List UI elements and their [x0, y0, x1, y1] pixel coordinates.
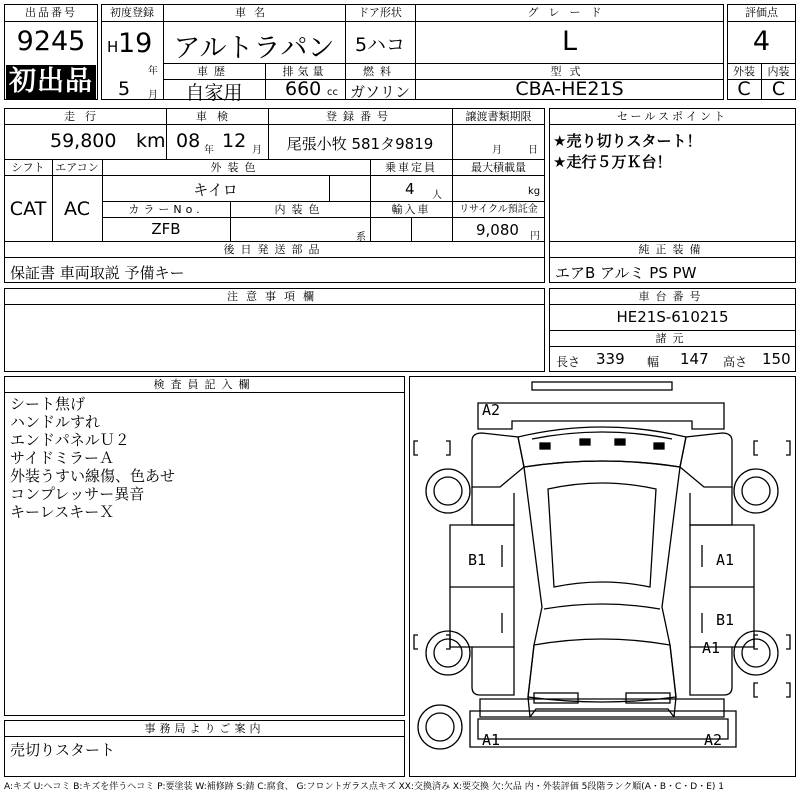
damage-mark-rear-right: A2: [704, 731, 723, 749]
sales-point-line: ★売り切りスタート！: [553, 132, 702, 150]
door-type: 5ハコ: [354, 34, 406, 56]
accessories: 保証書 車両取説 予備キー: [10, 264, 185, 282]
mileage: 59,800: [50, 130, 117, 152]
inspection-year: 08: [176, 130, 201, 152]
legend: A:キズ U:ヘコミ B:キズを伴うヘコミ P:要塗装 W:補修跡 S:錆 C:腐食、 G:フロントガラス点キズ XX:交換済み X:要交換 欠:欠品 内・外装評価 5段階ランク順(A・B・C・D・E) 1: [4, 782, 725, 792]
shift-label: シフト: [11, 161, 45, 174]
damage-mark-front-right-door: A1: [716, 551, 735, 569]
exterior-color: キイロ: [193, 181, 238, 199]
lot-number-label: 出品番号: [25, 6, 77, 19]
transfer-deadline-label: 譲渡書類期限: [465, 110, 532, 123]
length-label: 長さ: [556, 355, 581, 369]
import-label: 輸入車: [391, 203, 431, 216]
office-note: 売切りスタート: [10, 741, 116, 759]
shift: CAT: [9, 198, 47, 220]
exterior-grade-label: 外装: [733, 65, 755, 78]
inspection-month-unit: 月: [252, 145, 262, 156]
inspection-year-unit: 年: [204, 145, 214, 156]
inspection-label: 車検: [196, 110, 238, 123]
sales-points-box: [549, 108, 796, 242]
model-code-label: 型式: [550, 65, 589, 78]
remark-line: シート焦げ: [10, 395, 86, 413]
specs-label: 諸元: [655, 332, 690, 345]
registration-month: 5: [118, 78, 131, 100]
registration-number: 尾張小牧 581タ9819: [286, 135, 434, 153]
inspection-month: 12: [222, 130, 247, 152]
length: 339: [596, 350, 625, 368]
first-listing-badge: 初出品: [6, 65, 96, 99]
score: 4: [752, 26, 771, 57]
remark-line: サイドミラーＡ: [10, 449, 114, 467]
grade: L: [561, 26, 578, 57]
damage-mark-rear-right-fender: A1: [702, 639, 721, 657]
inspector-label: 検査員記入欄: [153, 378, 256, 391]
max-load-label: 最大積載量: [471, 161, 526, 174]
registration-year: 19: [118, 28, 153, 59]
year-unit: 年: [148, 66, 158, 77]
displacement-unit: cc: [327, 87, 338, 98]
fuel: ガソリン: [349, 83, 410, 101]
capacity-label: 乗車定員: [385, 161, 437, 174]
width-label: 幅: [647, 355, 660, 369]
aircon-label: エアコン: [55, 161, 99, 174]
color-number-label: カラーNo.: [128, 203, 204, 216]
chassis-number-label: 車台番号: [638, 290, 707, 303]
equipment: エアB アルミ PS PW: [555, 264, 697, 282]
era: H: [107, 38, 119, 56]
mileage-label: 走行: [64, 110, 106, 123]
history-label: 車歴: [197, 65, 231, 78]
damage-mark-rear-left: A1: [482, 731, 501, 749]
interior-grade-label: 内装: [767, 65, 790, 78]
history: 自家用: [185, 82, 243, 104]
remark-line: エンドパネルＵ２: [10, 431, 130, 449]
sales-point-line: ★走行５万Ｋ台！: [553, 153, 672, 171]
remark-line: ハンドルすれ: [10, 413, 101, 431]
car-name-label: 車名: [235, 6, 273, 19]
accessories-label: 後日発送部品: [223, 243, 326, 256]
displacement: 660: [285, 78, 322, 100]
recycle-fee: 9,080: [476, 221, 519, 239]
remark-line: 外装うすい線傷、色あせ: [10, 467, 176, 485]
max-load-unit: kg: [528, 186, 541, 197]
recycle-fee-label: リサイクル預託金: [459, 204, 538, 215]
exterior-color-label: 外装色: [210, 161, 262, 174]
score-label: 評価点: [745, 6, 778, 19]
remark-line: キーレスキーＸ: [10, 503, 115, 521]
registration-number-label: 登録番号: [326, 110, 394, 123]
office-label: 事務局よりご案内: [144, 722, 265, 735]
capacity: 4: [405, 180, 415, 198]
interior-grade: C: [771, 78, 786, 100]
displacement-label: 排気量: [282, 65, 328, 78]
model-code: CBA-HE21S: [515, 78, 624, 100]
sales-points-label: セールスポイント: [616, 110, 728, 123]
damage-mark-rear-right-door: B1: [716, 611, 735, 629]
height: 150: [762, 350, 791, 368]
notes-label: 注意事項欄: [227, 290, 322, 303]
recycle-fee-unit: 円: [530, 231, 540, 242]
aircon: AC: [64, 198, 90, 220]
transfer-day-unit: 日: [528, 145, 538, 156]
equipment-label: 純正装備: [638, 243, 707, 256]
damage-mark-front-left-door: B1: [468, 551, 487, 569]
car-name: アルトラパン: [173, 33, 335, 64]
mileage-unit: km: [136, 130, 166, 152]
door-type-label: ドア形状: [358, 6, 402, 19]
month-unit: 月: [148, 90, 158, 101]
car-diagram: [409, 376, 796, 777]
width: 147: [680, 350, 709, 368]
interior-color-unit: 系: [356, 232, 366, 243]
grade-label: グレード: [527, 6, 612, 19]
transfer-month-unit: 月: [492, 145, 502, 156]
lot-number: 9245: [16, 26, 86, 57]
damage-mark-front-left: A2: [482, 401, 501, 419]
interior-color-label: 内装色: [274, 203, 326, 216]
first-registration-label: 初度登録: [110, 6, 154, 19]
chassis-number: HE21S-610215: [616, 308, 729, 326]
car-diagram-drawing: [410, 377, 794, 775]
capacity-unit: 人: [432, 190, 442, 201]
height-label: 高さ: [723, 355, 748, 369]
fuel-label: 燃料: [363, 65, 397, 78]
color-number: ZFB: [151, 220, 181, 238]
inspector-remarks: [10, 395, 175, 521]
exterior-grade: C: [737, 78, 751, 100]
remark-line: コンプレッサー異音: [10, 485, 145, 503]
